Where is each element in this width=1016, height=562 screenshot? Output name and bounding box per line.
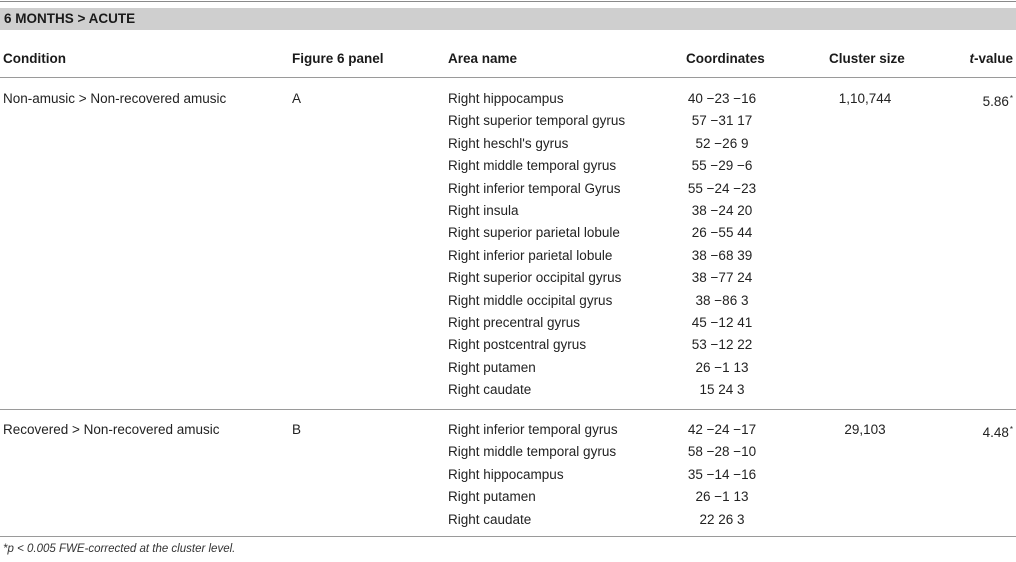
coordinates-cell: 53 −12 22 [691,337,753,352]
coordinates-cell: 57 −31 17 [691,113,753,128]
panel-cell: B [292,422,302,437]
coordinates-cell: 26 −1 13 [695,489,749,504]
area-name-cell: Right inferior temporal gyrus [448,422,618,437]
area-name-cell: Right precentral gyrus [448,315,581,330]
coordinates-cell: 42 −24 −17 [687,422,757,437]
area-name-cell: Right postcentral gyrus [448,337,587,352]
header-t-value [969,51,1013,66]
cluster-size-cell: 29,103 [844,422,886,437]
coordinates-cell: 26 −1 13 [695,360,749,375]
header-condition: Condition [3,51,66,66]
area-name-cell: Right heschl's gyrus [448,136,569,151]
header-t-rest: -value [973,51,1013,66]
area-name-cell: Right superior parietal lobule [448,225,620,240]
section-title: 6 MONTHS > ACUTE [0,8,1016,30]
header-panel: Figure 6 panel [292,51,384,66]
coordinates-cell: 52 −26 9 [695,136,749,151]
area-name-cell: Right hippocampus [448,91,564,106]
header-rule [0,77,1016,78]
area-name-cell: Right inferior temporal Gyrus [448,181,621,196]
t-value-cell [983,91,1013,110]
coordinates-cell: 40 −23 −16 [687,91,757,106]
area-name-cell: Right caudate [448,512,532,527]
condition-cell: Non-amusic > Non-recovered amusic [3,91,227,106]
area-name-cell: Right insula [448,203,519,218]
header-coordinates: Coordinates [686,51,765,66]
header-area: Area name [448,51,518,66]
area-name-cell: Right superior occipital gyrus [448,270,622,285]
footnote: *p < 0.005 FWE-corrected at the cluster level. [3,543,236,555]
coordinates-cell: 38 −86 3 [695,293,749,308]
condition-cell: Recovered > Non-recovered amusic [3,422,220,437]
area-name-cell: Right putamen [448,489,536,504]
t-value-number: 5.86 [982,94,1009,109]
group-separator-rule [0,409,1016,410]
area-name-cell: Right middle occipital gyrus [448,293,613,308]
significance-mark: * [1009,94,1013,103]
area-name-cell: Right middle temporal gyrus [448,444,617,459]
cluster-size-cell: 1,10,744 [838,91,892,106]
area-name-cell: Right middle temporal gyrus [448,158,617,173]
t-value-number: 4.48 [982,425,1009,440]
coordinates-cell: 45 −12 41 [691,315,753,330]
significance-mark: * [1009,425,1013,434]
area-name-cell: Right caudate [448,382,532,397]
coordinates-cell: 38 −68 39 [691,248,753,263]
area-name-cell: Right inferior parietal lobule [448,248,613,263]
area-name-cell: Right putamen [448,360,536,375]
coordinates-cell: 38 −77 24 [691,270,753,285]
coordinates-cell: 15 24 3 [699,382,745,397]
coordinates-cell: 35 −14 −16 [687,467,757,482]
top-rule [0,1,1016,2]
coordinates-cell: 55 −29 −6 [691,158,753,173]
coordinates-cell: 58 −28 −10 [687,444,757,459]
coordinates-cell: 38 −24 20 [691,203,753,218]
bottom-rule [0,536,1016,537]
t-value-cell [983,422,1013,441]
area-name-cell: Right superior temporal gyrus [448,113,626,128]
header-t-italic: t [969,51,974,66]
area-name-cell: Right hippocampus [448,467,564,482]
header-cluster-size: Cluster size [829,51,905,66]
coordinates-cell: 26 −55 44 [691,225,753,240]
coordinates-cell: 55 −24 −23 [687,181,757,196]
panel-cell: A [292,91,302,106]
coordinates-cell: 22 26 3 [699,512,745,527]
